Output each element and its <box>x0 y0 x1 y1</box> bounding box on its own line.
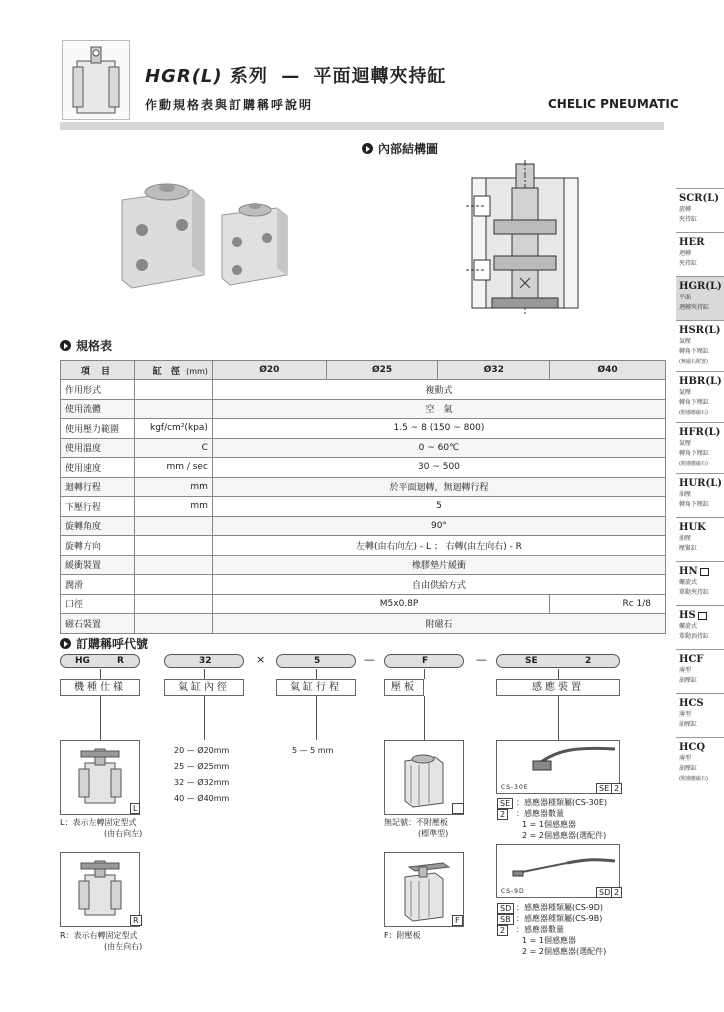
sidebar-item-code: HCF <box>679 654 704 665</box>
spec-section-title: 規格表 <box>60 337 112 354</box>
sensor-code-tag: SE <box>497 798 513 809</box>
page-title <box>145 62 446 88</box>
series-code: HGR(L) <box>145 66 223 87</box>
spec-unit <box>134 536 212 556</box>
sidebar-item-desc: 油壓缸 <box>679 765 698 772</box>
sensor-qty-desc: 1 = 1個感應器 <box>522 936 576 945</box>
sidebar-item-hgrl[interactable] <box>676 276 724 320</box>
spec-row <box>61 438 666 458</box>
product-name: 平面迴轉夾持缸 <box>313 66 447 87</box>
col-bore-25: Ø25 <box>326 361 438 380</box>
type-r-desc: R：表示右轉固定型式 <box>60 931 138 940</box>
sidebar-item-desc: 螺旋式 <box>679 623 698 630</box>
sidebar-item-desc: 轉角下壓缸 <box>679 348 710 355</box>
sidebar-item-desc: (附感應磁石) <box>679 776 708 782</box>
spec-row <box>61 497 666 517</box>
sensor-qty-desc: 2 = 2個感應器(選配件) <box>522 831 607 840</box>
plate-f-tag: F <box>452 915 463 926</box>
plate-f-desc: F：附壓板 <box>384 931 421 940</box>
sidebar-item-code: HCQ <box>679 742 706 753</box>
sidebar-nav <box>676 188 724 788</box>
sidebar-item-code: HUK <box>679 522 706 533</box>
code-n: 2 <box>585 656 592 666</box>
spec-port-small: M5x0.8P <box>212 594 549 614</box>
spec-value: 於平面迴轉，無迴轉行程 <box>212 477 665 497</box>
spec-value: 附磁石 <box>212 614 665 634</box>
type-l-desc: L：表示左轉固定型式 <box>60 818 137 827</box>
sensor-code-tag: SB <box>497 914 514 925</box>
sensor-d-tag: SD <box>596 887 613 898</box>
type-r-desc2: (由左向右) <box>104 942 143 951</box>
sensor-code-tag: 2 <box>497 809 508 820</box>
dash-sign: — <box>364 653 375 666</box>
code-r: R <box>117 656 124 666</box>
sidebar-item-huk[interactable] <box>676 517 724 561</box>
sensor-code-desc: ：感應器種類屬(CS-30E) <box>516 798 608 807</box>
series-word: 系列 <box>229 66 268 87</box>
sidebar-item-desc: (無磁石附置) <box>679 359 708 365</box>
spec-label: 使用流體 <box>61 399 135 419</box>
col-item: 項 目 <box>61 361 135 380</box>
sidebar-item-desc: 氣壓 <box>679 389 692 396</box>
sidebar-item-desc: 薄型 <box>679 667 692 674</box>
spec-value: 空 氣 <box>212 399 665 419</box>
label-plate: 壓板 <box>384 679 424 696</box>
spec-unit: C <box>134 438 212 458</box>
type-r-tag: R <box>130 915 142 926</box>
sidebar-item-hfrl[interactable] <box>676 422 724 473</box>
label-stroke: 氣缸行程 <box>276 679 356 696</box>
structure-title: 內部結構圖 <box>362 140 438 157</box>
spec-label: 磁石裝置 <box>61 614 135 634</box>
sidebar-item-hn[interactable] <box>676 561 724 605</box>
spec-row <box>61 419 666 439</box>
code-bore: 32 <box>199 656 212 666</box>
spec-label: 下壓行程 <box>61 497 135 517</box>
plate-none-desc2: (標準型) <box>418 829 449 838</box>
code-pill-bore <box>164 654 244 668</box>
spec-port-large: Rc 1/8 <box>550 594 666 614</box>
sidebar-item-desc: 轉角下壓缸 <box>679 399 710 406</box>
sidebar-item-code: HN <box>679 566 722 577</box>
col-bore: 缸 徑 (mm) <box>134 361 212 380</box>
sidebar-item-desc: 油壓缸 <box>679 721 698 728</box>
spec-unit <box>134 555 212 575</box>
sidebar-item-code: HSR(L) <box>679 325 721 336</box>
spec-label: 旋轉方向 <box>61 536 135 556</box>
sensor-code-tag: SD <box>497 903 514 914</box>
sidebar-item-hsrl[interactable] <box>676 320 724 371</box>
sensor-code-desc: ：感應器數量 <box>516 809 564 818</box>
code-hg: HG <box>75 656 90 666</box>
spec-unit: mm <box>134 477 212 497</box>
spec-label: 使用速度 <box>61 458 135 478</box>
sensor-e-qty-tag: 2 <box>611 783 622 794</box>
spec-row <box>61 536 666 556</box>
sidebar-item-desc: 氣壓 <box>679 338 692 345</box>
spec-unit <box>134 380 212 400</box>
spec-unit <box>134 516 212 536</box>
spec-label: 使用溫度 <box>61 438 135 458</box>
sidebar-item-desc: 夾持缸 <box>679 260 698 267</box>
arrow-right-icon <box>60 340 71 351</box>
spec-row <box>61 555 666 575</box>
spec-value: 自由供給方式 <box>212 575 665 595</box>
col-bore-20: Ø20 <box>212 361 326 380</box>
label-spec: 機種仕樣 <box>60 679 140 696</box>
order-section-title: 訂購稱呼代號 <box>60 635 148 652</box>
sidebar-item-desc: 油壓缸 <box>679 677 698 684</box>
spec-unit: mm <box>134 497 212 517</box>
spec-unit <box>134 575 212 595</box>
spec-unit: mm / sec <box>134 458 212 478</box>
sidebar-item-desc: 油壓 <box>679 535 692 542</box>
sidebar-item-desc: 轉角下壓缸 <box>679 501 710 508</box>
arrow-right-icon <box>60 638 71 649</box>
sidebar-item-desc: 轉角下壓缸 <box>679 450 710 457</box>
sensor-e-model: CS-30E <box>501 784 529 791</box>
code-pill-model <box>60 654 140 668</box>
sidebar-item-her[interactable] <box>676 232 724 276</box>
code-se: SE <box>525 656 538 666</box>
bore-item: 40 — Ø40mm <box>174 794 230 803</box>
spec-unit <box>134 399 212 419</box>
sensor-d-qty-tag: 2 <box>611 887 622 898</box>
spec-row <box>61 399 666 419</box>
spec-label: 緩衝裝置 <box>61 555 135 575</box>
sidebar-item-desc: 螺旋式 <box>679 579 698 586</box>
type-r-box <box>60 852 140 927</box>
sidebar-item-desc: 平面 <box>679 294 692 301</box>
code-pill-sensor <box>496 654 620 668</box>
sidebar-item-desc: 單動夾持缸 <box>679 589 710 596</box>
type-l-desc2: (由右向左) <box>104 829 143 838</box>
spec-value: 橡膠墊片緩衝 <box>212 555 665 575</box>
label-bore: 氣缸內徑 <box>164 679 244 696</box>
page-subtitle: 作動規格表與訂購稱呼說明 <box>145 98 314 112</box>
sensor-code-desc: ：感應器數量 <box>516 925 564 934</box>
square-icon <box>700 568 709 576</box>
type-l-box <box>60 740 140 815</box>
spec-row <box>61 380 666 400</box>
sidebar-item-desc: 夾持缸 <box>679 216 698 223</box>
sidebar-item-desc: (附感應磁石) <box>679 410 708 416</box>
plate-none-desc: 無記號：不附壓板 <box>384 818 448 827</box>
structure-drawing <box>466 160 586 320</box>
sidebar-item-code: HCS <box>679 698 704 709</box>
sidebar-item-hcq[interactable] <box>676 737 724 788</box>
sensor-qty-desc: 2 = 2個感應器(選配件) <box>522 947 607 956</box>
sidebar-item-hbrl[interactable] <box>676 371 724 422</box>
sidebar-item-code: HS <box>679 610 722 621</box>
sidebar-item-hurl[interactable] <box>676 473 724 517</box>
spec-table <box>60 360 666 634</box>
plate-none-tag <box>452 803 464 814</box>
spec-label: 口徑 <box>61 594 135 614</box>
col-bore-40: Ø40 <box>550 361 666 380</box>
spec-value: 0 ~ 60℃ <box>212 438 665 458</box>
sidebar-item-code: SCR(L) <box>679 193 719 204</box>
sidebar-item-desc: (附感應磁石) <box>679 461 708 467</box>
spec-label: 迴轉行程 <box>61 477 135 497</box>
sensor-code-desc: ：感應器種類屬(CS-9D) <box>516 903 604 912</box>
sidebar-item-desc: 旋轉 <box>679 206 692 213</box>
sidebar-item-desc: 薄型 <box>679 711 692 718</box>
spec-value: 複動式 <box>212 380 665 400</box>
code-pill-stroke <box>276 654 356 668</box>
bore-item: 32 — Ø32mm <box>174 778 230 787</box>
dash-sign: — <box>476 653 487 666</box>
sidebar-item-hs[interactable] <box>676 605 724 649</box>
spec-label: 使用壓力範圍 <box>61 419 135 439</box>
type-l-tag: L <box>130 803 140 814</box>
sidebar-item-desc: 薄型 <box>679 755 692 762</box>
spec-label: 作用形式 <box>61 380 135 400</box>
spec-value: 1.5 ~ 8 (150 ~ 800) <box>212 419 665 439</box>
bore-item: 20 — Ø20mm <box>174 746 230 755</box>
sensor-code-desc: ：感應器種類屬(CS-9B) <box>516 914 603 923</box>
sidebar-item-hcs[interactable] <box>676 693 724 737</box>
spec-row <box>61 575 666 595</box>
arrow-right-icon <box>362 143 373 154</box>
spec-value: 30 ~ 500 <box>212 458 665 478</box>
spec-value: 90° <box>212 516 665 536</box>
spec-row <box>61 458 666 478</box>
sensor-e-tag: SE <box>596 783 612 794</box>
sensor-qty-desc: 1 = 1個感應器 <box>522 820 576 829</box>
sidebar-item-code: HGR(L) <box>679 281 722 292</box>
stroke-item: 5 — 5 mm <box>292 746 334 755</box>
spec-value: 左轉(由右向左) - L ； 右轉(由左向右) - R <box>212 536 665 556</box>
spec-row-magnet <box>61 614 666 634</box>
sidebar-item-desc: 壓緊缸 <box>679 545 698 552</box>
square-icon <box>698 612 707 620</box>
sidebar-item-code: HBR(L) <box>679 376 722 387</box>
sidebar-item-desc: 迴轉夾持缸 <box>679 304 710 311</box>
bore-list <box>164 740 244 812</box>
sidebar-item-code: HUR(L) <box>679 478 722 489</box>
spec-row <box>61 516 666 536</box>
sidebar-item-code: HER <box>679 237 705 248</box>
sidebar-item-desc: 氣壓 <box>679 440 692 447</box>
header-bar <box>60 122 664 130</box>
sidebar-item-scrl[interactable] <box>676 188 724 232</box>
spec-header-row <box>61 361 666 380</box>
sensor-d-model: CS-9D <box>501 888 525 895</box>
title-dash: — <box>281 66 301 87</box>
spec-unit: kgf/cm²(kpa) <box>134 419 212 439</box>
sidebar-item-hcf[interactable] <box>676 649 724 693</box>
spec-label: 潤滑 <box>61 575 135 595</box>
code-stroke: 5 <box>314 656 321 666</box>
sidebar-item-code: HFR(L) <box>679 427 721 438</box>
spec-row <box>61 477 666 497</box>
sidebar-item-desc: 油壓 <box>679 491 692 498</box>
brand-name: CHELIC PNEUMATIC <box>548 97 679 111</box>
bore-item: 25 — Ø25mm <box>174 762 230 771</box>
sidebar-item-desc: 單動頂持缸 <box>679 633 710 640</box>
sidebar-item-desc: 迴轉 <box>679 250 692 257</box>
product-thumbnail <box>62 40 130 120</box>
spec-label: 旋轉角度 <box>61 516 135 536</box>
code-pill-plate <box>384 654 464 668</box>
sensor-code-tag: 2 <box>497 925 508 936</box>
code-f: F <box>422 656 429 666</box>
spec-row-port <box>61 594 666 614</box>
label-sensor: 感應裝置 <box>496 679 620 696</box>
spec-value: 5 <box>212 497 665 517</box>
product-photo <box>112 170 312 304</box>
col-bore-32: Ø32 <box>438 361 550 380</box>
times-sign: × <box>256 653 266 666</box>
